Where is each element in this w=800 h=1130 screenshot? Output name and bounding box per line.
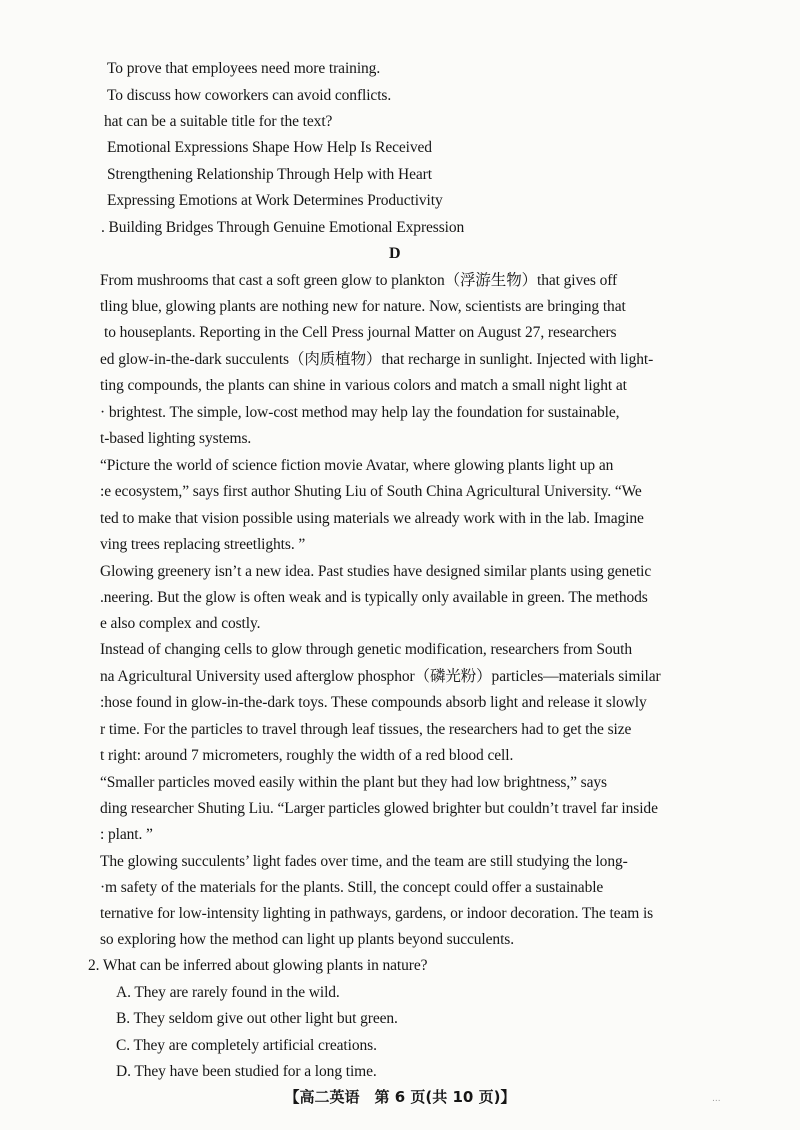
passage-line: na Agricultural University used afterglow phosphor（磷光粉）particles—materials similar [100, 668, 661, 685]
passage-line: .neering. But the glow is often weak and is typically only available in green. The methods [100, 589, 648, 606]
passage-line: ·m safety of the materials for the plants. Still, the concept could offer a sustainable [100, 879, 604, 896]
passage-line: ternative for low-intensity lighting in pathways, gardens, or indoor decoration. The team is [100, 905, 654, 922]
passage-line: so exploring how the method can light up plants beyond succulents. [100, 931, 514, 948]
passage-line: ed glow-in-the-dark succulents（肉质植物）that recharge in sunlight. Injected with light- [100, 351, 654, 368]
passage-line: Glowing greenery isn’t a new idea. Past studies have designed similar plants using genetic [100, 563, 652, 580]
passage-line: t-based lighting systems. [100, 430, 252, 447]
passage-line: r time. For the particles to travel through leaf tissues, the researchers had to get the size [100, 721, 632, 738]
passage-line: “Smaller particles moved easily within the plant but they had low brightness,” says [100, 774, 607, 791]
passage-line: From mushrooms that cast a soft green glow to plankton（浮游生物）that gives off [100, 272, 618, 289]
option-line: . Building Bridges Through Genuine Emotional Expression [101, 219, 465, 236]
passage-line: to houseplants. Reporting in the Cell Press journal Matter on August 27, researchers [104, 324, 617, 341]
option-line: Emotional Expressions Shape How Help Is Received [107, 139, 432, 156]
option-line: Expressing Emotions at Work Determines Productivity [107, 192, 443, 209]
corner-mark: ... [712, 1094, 721, 1104]
option-line: To prove that employees need more training. [107, 60, 381, 77]
passage-line: :e ecosystem,” says first author Shuting Liu of South China Agricultural University. “We [100, 483, 642, 500]
passage-line: ting compounds, the plants can shine in various colors and match a small night light at [100, 377, 627, 394]
page-footer: 【高二英语 第 6 页(共 10 页)】 [284, 1088, 516, 1106]
option-line: Strengthening Relationship Through Help with Heart [107, 166, 432, 183]
section-heading: D [389, 245, 401, 262]
passage-line: :hose found in glow-in-the-dark toys. These compounds absorb light and release it slowly [100, 694, 647, 711]
answer-option: A. They are rarely found in the wild. [116, 984, 340, 1001]
passage-line: tling blue, glowing plants are nothing new for nature. Now, scientists are bringing that [100, 298, 626, 315]
question-stem: 2. What can be inferred about glowing plants in nature? [88, 957, 428, 974]
passage-line: Instead of changing cells to glow through genetic modification, researchers from South [100, 641, 633, 658]
passage-line: “Picture the world of science fiction movie Avatar, where glowing plants light up an [100, 457, 614, 474]
passage-line: : plant. ” [100, 826, 153, 843]
passage-line: ving trees replacing streetlights. ” [100, 536, 306, 553]
answer-option: B. They seldom give out other light but green. [116, 1010, 398, 1027]
passage-line: ted to make that vision possible using materials we already work with in the lab. Imagine [100, 510, 644, 527]
answer-option: C. They are completely artificial creations. [116, 1037, 377, 1054]
passage-line: · brightest. The simple, low-cost method may help lay the foundation for sustainable, [100, 404, 620, 421]
passage-line: ding researcher Shuting Liu. “Larger particles glowed brighter but couldn’t travel far inside [100, 800, 658, 817]
option-line: To discuss how coworkers can avoid conflicts. [107, 87, 392, 104]
passage-line: t right: around 7 micrometers, roughly the width of a red blood cell. [100, 747, 514, 764]
question-stem: hat can be a suitable title for the text? [104, 113, 333, 130]
passage-line: e also complex and costly. [100, 615, 261, 632]
answer-option: D. They have been studied for a long time. [116, 1063, 377, 1080]
passage-line: The glowing succulents’ light fades over time, and the team are still studying the long- [100, 853, 628, 870]
